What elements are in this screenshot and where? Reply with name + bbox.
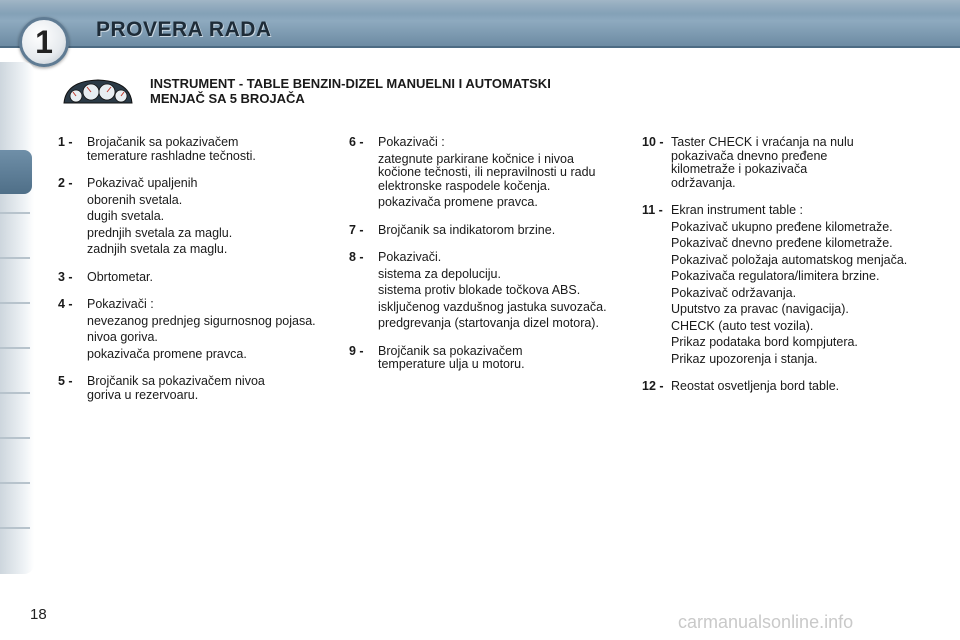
legend-item-line: Brojčanik sa indikatorom brzine. bbox=[378, 222, 556, 237]
legend-column-2 bbox=[349, 136, 609, 386]
chapter-tab[interactable] bbox=[0, 302, 30, 304]
legend-item-line: kilometraže i pokazivača bbox=[671, 162, 808, 176]
legend-item-subline: zategnute parkirane kočnice i nivoa kočione tečnosti, ili nepravilnosti u radu elektronske raspodele kočenja. bbox=[378, 151, 596, 193]
legend-item-line: temperature ulja u motoru. bbox=[378, 357, 525, 371]
legend-item-line: Reostat osvetljenja bord table. bbox=[671, 379, 840, 393]
legend-item-text bbox=[378, 251, 609, 331]
legend-item-subline: prednjih svetala za maglu. bbox=[87, 225, 233, 240]
chapter-tab[interactable] bbox=[0, 527, 30, 529]
legend-item-subline: Pokazivač ukupno pređene kilometraže. bbox=[671, 219, 893, 234]
legend-item-line: Pokazivači : bbox=[87, 297, 154, 311]
legend-item-line: Obrtometar. bbox=[87, 269, 153, 284]
legend-item bbox=[58, 177, 328, 257]
legend-item bbox=[349, 251, 609, 331]
chapter-tab-active[interactable] bbox=[0, 150, 32, 194]
legend-item bbox=[58, 136, 328, 163]
legend-column-1 bbox=[58, 136, 328, 416]
page-number: 18 bbox=[30, 606, 47, 623]
instrument-cluster-icon bbox=[62, 77, 134, 107]
legend-item-subline: Prikaz upozorenja i stanja. bbox=[671, 351, 818, 366]
legend-item-subline: Uputstvo za pravac (navigacija). bbox=[671, 302, 849, 316]
legend-item bbox=[58, 298, 328, 361]
chapter-tab[interactable] bbox=[0, 437, 30, 439]
legend-item bbox=[349, 136, 609, 210]
legend-item-number: 5 - bbox=[58, 374, 73, 388]
chapter-tab[interactable] bbox=[0, 482, 30, 484]
legend-item-line: Pokazivači : bbox=[378, 135, 445, 149]
chapter-title: PROVERA RADA bbox=[96, 18, 272, 41]
legend-item-number: 11 - bbox=[642, 203, 663, 217]
section-title-line2: MENJAČ SA 5 BROJAČA bbox=[150, 91, 305, 106]
legend-item bbox=[349, 345, 609, 372]
legend-item-subline: zadnjih svetala za maglu. bbox=[87, 242, 228, 256]
legend-item-number: 3 - bbox=[58, 269, 73, 284]
legend-item-subline: nevezanog prednjeg sigurnosnog pojasa. bbox=[87, 313, 316, 328]
legend-item-subline: Pokazivač položaja automatskog menjača. bbox=[671, 252, 908, 267]
chapter-tab[interactable] bbox=[0, 257, 30, 259]
legend-item-text bbox=[87, 136, 328, 163]
legend-item-text bbox=[671, 380, 942, 394]
chapter-tab[interactable] bbox=[0, 212, 30, 214]
section-title bbox=[150, 76, 750, 106]
legend-item-subline: oborenih svetala. bbox=[87, 192, 183, 207]
watermark: carmanualsonline.info bbox=[678, 612, 854, 632]
legend-item-subline: sistema za depoluciju. bbox=[378, 266, 501, 281]
legend-item-number: 4 - bbox=[58, 297, 73, 311]
legend-item bbox=[642, 380, 942, 394]
legend-item-text bbox=[378, 345, 609, 372]
legend-item-subline: pokazivača promene pravca. bbox=[378, 195, 538, 209]
legend-item-number: 2 - bbox=[58, 176, 73, 190]
legend-column-3 bbox=[642, 136, 942, 408]
legend-item-number: 10 - bbox=[642, 135, 664, 149]
legend-item-number: 1 - bbox=[58, 135, 73, 149]
legend-item bbox=[349, 224, 609, 238]
legend-item-subline: isključenog vazdušnog jastuka suvozača. bbox=[378, 299, 607, 314]
legend-item-text bbox=[671, 136, 942, 190]
legend-item-subline: Prikaz podataka bord kompjutera. bbox=[671, 335, 858, 349]
legend-item-number: 6 - bbox=[349, 135, 364, 149]
legend-item-subline: CHECK (auto test vozila). bbox=[671, 318, 814, 333]
legend-item-number: 7 - bbox=[349, 222, 364, 237]
legend-item-line: Brojačanik sa pokazivačem bbox=[87, 135, 239, 149]
legend-item-line: goriva u rezervoaru. bbox=[87, 387, 199, 402]
legend-item bbox=[642, 204, 942, 366]
legend-item-line: Pokazivači. bbox=[378, 250, 442, 264]
legend-item bbox=[58, 271, 328, 285]
legend-item-subline: Pokazivač dnevno pređene kilometraže. bbox=[671, 236, 893, 250]
legend-item-subline: dugih svetala. bbox=[87, 209, 165, 223]
section-title-line1: INSTRUMENT - TABLE BENZIN-DIZEL MANUELNI I AUTOMATSKI bbox=[150, 76, 551, 91]
legend-item-subline: pokazivača promene pravca. bbox=[87, 346, 247, 361]
legend-item-text bbox=[87, 298, 328, 361]
legend-item-text bbox=[87, 271, 328, 285]
legend-item-line: Brojčanik sa pokazivačem nivoa bbox=[87, 374, 265, 388]
header-shine bbox=[0, 0, 960, 14]
legend-item-number: 9 - bbox=[349, 343, 364, 358]
chapter-tab-strip bbox=[0, 62, 34, 574]
legend-item-line: Taster CHECK i vraćanja na nulu bbox=[671, 135, 854, 149]
legend-item-line: održavanja. bbox=[671, 175, 736, 190]
legend-item-number: 12 - bbox=[642, 379, 664, 393]
legend-item-subline: nivoa goriva. bbox=[87, 330, 158, 344]
legend-item-subline: predgrevanja (startovanja dizel motora). bbox=[378, 316, 599, 330]
legend-item-line: Ekran instrument table : bbox=[671, 203, 804, 217]
chapter-tab[interactable] bbox=[0, 392, 30, 394]
legend-item-text bbox=[87, 177, 328, 257]
legend-item-subline: sistema protiv blokade točkova ABS. bbox=[378, 283, 581, 297]
legend-item bbox=[642, 136, 942, 190]
legend-item bbox=[58, 375, 328, 402]
legend-item-line: Pokazivač upaljenih bbox=[87, 176, 198, 190]
legend-item-line: temerature rashladne tečnosti. bbox=[87, 148, 256, 163]
legend-item-text bbox=[87, 375, 328, 402]
legend-item-line: pokazivača dnevno pređene bbox=[671, 148, 828, 163]
legend-item-line: Brojčanik sa pokazivačem bbox=[378, 343, 523, 358]
chapter-tab[interactable] bbox=[0, 347, 30, 349]
legend-item-number: 8 - bbox=[349, 250, 364, 264]
legend-item-subline: Pokazivač održavanja. bbox=[671, 285, 797, 300]
chapter-number-badge: 1 bbox=[19, 17, 69, 67]
legend-item-text bbox=[671, 204, 942, 366]
legend-item-subline: Pokazivača regulatora/limitera brzine. bbox=[671, 269, 880, 283]
legend-item-text bbox=[378, 224, 609, 238]
legend-item-text bbox=[378, 136, 609, 210]
